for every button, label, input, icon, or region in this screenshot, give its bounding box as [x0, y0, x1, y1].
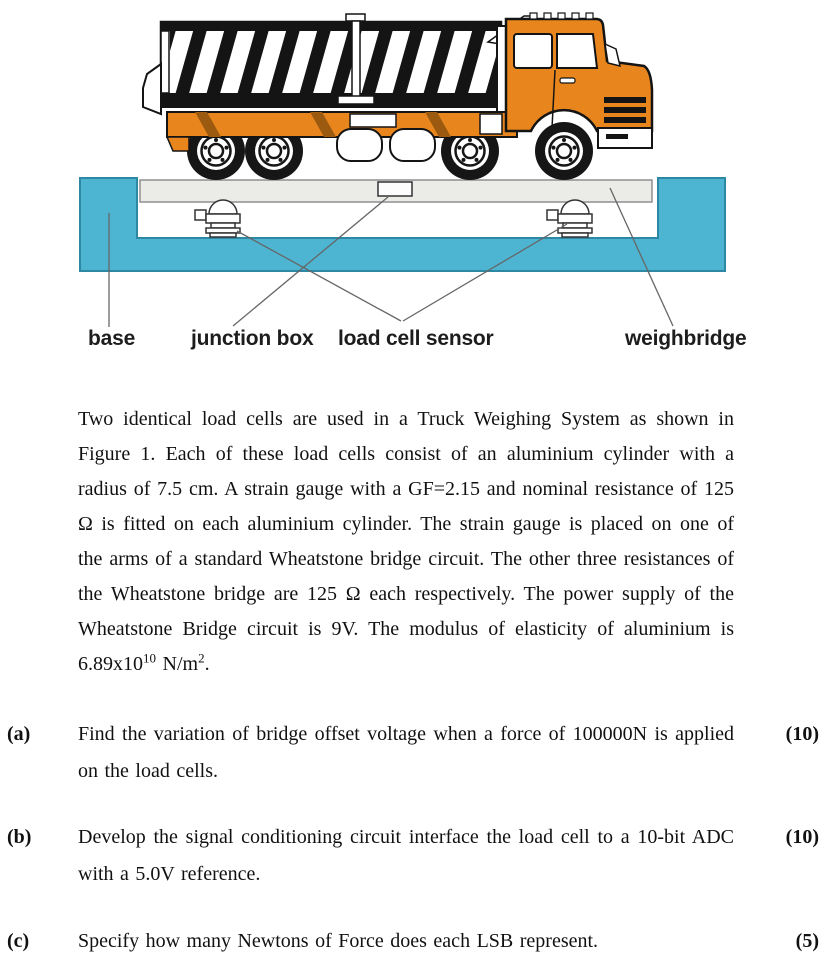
problem-statement — [78, 402, 734, 682]
figure-label-load-cell-sensor: load cell sensor — [338, 327, 494, 350]
modulus-unit-exponent: 2 — [198, 650, 205, 666]
question-b-marks: (10) — [785, 826, 819, 848]
question-b-text: Develop the signal conditioning circuit interface the load cell to a 10-bit ADC with a 5.0V reference. — [78, 826, 734, 885]
truck-trailer — [143, 14, 511, 114]
modulus-unit: N/m — [156, 653, 199, 675]
junction-box — [378, 182, 412, 196]
truck-illustration — [143, 13, 652, 180]
question-c-marks: (5) — [795, 930, 819, 952]
question-c-label: (c) — [7, 930, 30, 952]
question-a — [0, 716, 825, 790]
question-a-text: Find the variation of bridge offset voltage when a force of 100000N is applied on the load cells. — [78, 723, 734, 782]
question-a-marks: (10) — [785, 723, 819, 745]
modulus-exponent: 10 — [143, 650, 156, 666]
figure-label-base: base — [88, 327, 136, 350]
figure-truck-weighing-system — [0, 0, 825, 360]
question-c-text: Specify how many Newtons of Force does each LSB represent. — [78, 930, 599, 952]
figure-drawing — [0, 0, 825, 360]
figure-label-weighbridge: weighbridge — [625, 327, 747, 350]
truck-wheel-front — [535, 122, 593, 180]
figure-label-junction-box: junction box — [191, 327, 314, 350]
statement-period: . — [204, 653, 210, 675]
question-a-label: (a) — [7, 723, 31, 745]
question-b — [0, 819, 825, 893]
question-b-label: (b) — [7, 826, 32, 848]
problem-statement-text: Two identical load cells are used in a Truck Weighing System as shown in Figure 1. Each of these load cells consist of an aluminium cylinder with a radius of 7.5 cm. A strain gauge with a GF=2.15 and nominal resistance of 125 Ω is fitted on each aluminium cylinder. The strain gauge is placed on one of the arms of a standard Wheatstone bridge circuit. The other three resistances of the Wheatstone bridge are 125 Ω each respectively. The power supply of the Wheatstone Bridge circuit is 9V. The modulus of elasticity of aluminium is 6.89x10 — [78, 408, 734, 675]
load-cell-left — [195, 200, 240, 237]
question-c — [0, 923, 825, 957]
